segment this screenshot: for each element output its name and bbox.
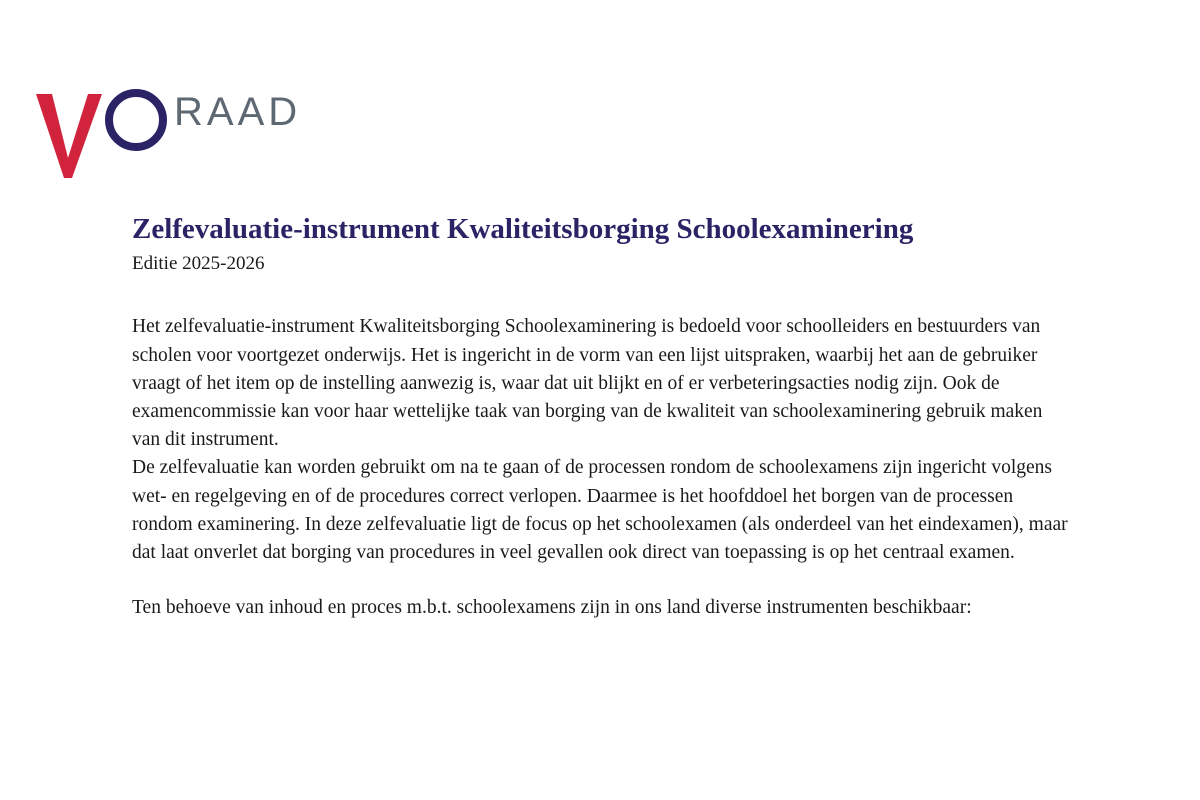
document-title: Zelfevaluatie-instrument Kwaliteitsborging Schoolexaminering: [132, 213, 914, 245]
paragraph-instruments: Ten behoeve van inhoud en proces m.b.t. schoolexamens zijn in ons land diverse instrumenten beschikbaar:: [132, 597, 972, 619]
logo-v-shape: [36, 94, 102, 178]
logo-word-raad: RAAD: [174, 90, 302, 134]
document-content: [132, 212, 1072, 622]
paragraph-purpose: De zelfevaluatie kan worden gebruikt om na te gaan of de processen rondom de schoolexamens zijn ingericht volgens wet- en regelgeving en of de procedures correct verlopen. Daarmee is het hoofddoel het borgen van de processen rondom examinering. In deze zelfevaluatie ligt de focus op het schoolexamen (als onderdeel van het eindexamen), maar dat laat onverlet dat borging van procedures in veel gevallen ook direct van toepassing is op het centraal examen.: [132, 457, 1068, 564]
logo-o-shape: [109, 93, 163, 147]
document-edition: Editie 2025-2026: [132, 252, 265, 274]
vo-logo-mark: [36, 88, 176, 184]
vo-raad-logo: [36, 88, 316, 184]
paragraph-intro: Het zelfevaluatie-instrument Kwaliteitsborging Schoolexaminering is bedoeld voor schoolleiders en bestuurders van scholen voor voortgezet onderwijs. Het is ingericht in de vorm van een lijst uitspraken, waarbij het aan de gebruiker vraagt of het item op de instelling aanwezig is, waar dat uit blijkt en of er verbeteringsacties nodig zijn. Ook de examencommissie kan voor haar wettelijke taak van borging van de kwaliteit van schoolexaminering gebruik maken van dit instrument.: [132, 316, 1043, 451]
